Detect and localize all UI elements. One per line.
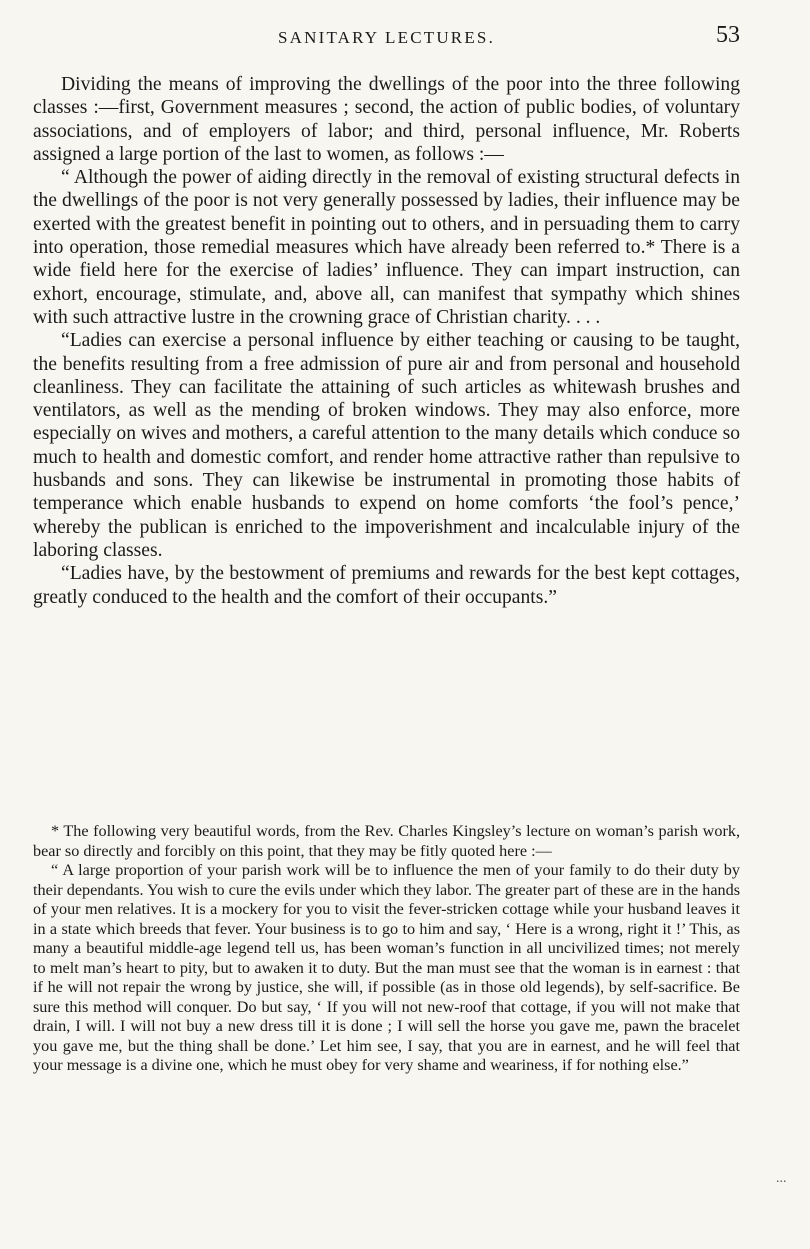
paragraph-intro: Dividing the means of improving the dwellings of the poor into the three following classes :—first, Government measures ; second, the action of public bodies, of voluntary associations, and of employers of labor; and third, personal influence, Mr. Roberts assigned a large portion of the last to women, as follows :— <box>33 74 740 165</box>
marginal-mark: ... <box>776 1171 787 1186</box>
paragraph-quote-1: “ Although the power of aiding directly in the removal of existing structural defects in the dwellings of the poor is not very generally possessed by ladies, their influence may be exerted with the greatest benefit in pointing out to others, and in persuading them to carry into operation, those remedial measures which have already been referred to.* There is a wide field here for the exercise of ladies’ influence. They can impart instruction, can exhort, encourage, stimulate, and, above all, can manifest that sympathy which shines with such attractive lustre in the crowning grace of Christian charity. . . . <box>33 167 740 328</box>
main-text <box>33 73 740 609</box>
page-header <box>33 22 740 52</box>
running-head: SANITARY LECTURES. <box>277 28 496 47</box>
paragraph-quote-2: “Ladies can exercise a personal influence by either teaching or causing to be taught, the benefits resulting from a free admission of pure air and from personal and household cleanliness. They can facilitate the attaining of such articles as whitewash brushes and ventilators, as well as the mending of broken windows. They may also enforce, more especially on wives and mothers, a careful attention to the many details which conduce so much to health and domestic comfort, and render home attractive rather than repulsive to husbands and sons. They can likewise be instrumental in promoting those habits of temperance which enable husbands to expend on home comforts ‘the fool’s pence,’ whereby the publican is enriched to the impoverishment and incalculable injury of the laboring classes. <box>33 330 740 561</box>
page-number: 53 <box>716 22 740 48</box>
footnote-intro: * The following very beautiful words, from the Rev. Charles Kingsley’s lecture on woman’s parish work, bear so directly and forcibly on this point, that they may be fitly quoted here :— <box>33 822 740 860</box>
footnote-block <box>33 822 740 1076</box>
paragraph-quote-3: “Ladies have, by the bestowment of premiums and rewards for the best kept cottages, greatly conduced to the health and the comfort of their occupants.” <box>33 563 740 608</box>
footnote-quote: “ A large proportion of your parish work will be to influence the men of your family to do their duty by their dependants. You wish to cure the evils under which they labor. The greater part of these are in the hands of your men relatives. It is a mockery for you to visit the fever-stricken cottage while your husband leaves it in a state which breeds that fever. Your business is to go to him and say, ‘ Here is a wrong, right it !’ This, as many a beautiful middle-age legend tell us, has been woman’s function in all uncivilized times; not merely to melt man’s heart to pity, but to awaken it to duty. But the man must see that the woman is in earnest : that if he will not repair the wrong by justice, she will, if possible (as in those old legends), by self-sacrifice. Be sure this method will conquer. Do but say, ‘ If you will not new-roof that cottage, if you will not make that drain, I will. I will not buy a new dress till it is done ; I will sell the horse you gave me, pawn the bracelet you gave me, but the thing shall be done.’ Let him see, I say, that you are in earnest, and he will feel that your message is a divine one, which he must obey for very shame and weariness, if for nothing else.” <box>33 861 740 1074</box>
